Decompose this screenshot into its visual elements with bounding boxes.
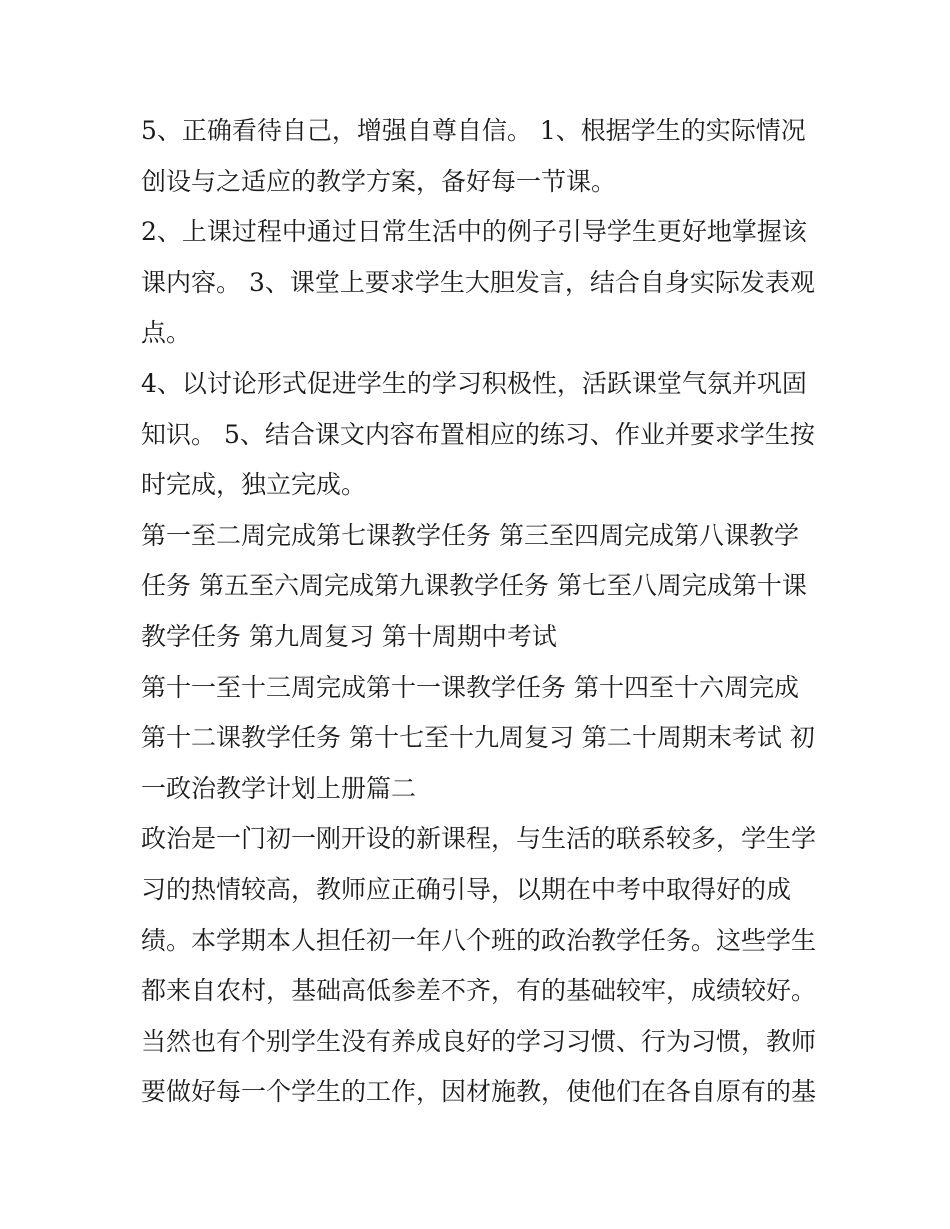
text-line: 创设与之适应的教学方案，备好每一节课。	[141, 166, 617, 196]
text-line: 点。	[141, 318, 192, 348]
text-line: 知识。 5、结合课文内容布置相应的练习、作业并要求学生按	[141, 419, 815, 449]
text-line: 第十二课教学任务 第十七至十九周复习 第二十周期末考试 初	[141, 723, 815, 753]
body-text	[141, 106, 821, 1118]
text-line: 绩。本学期本人担任初一年八个班的政治教学任务。这些学生	[141, 925, 817, 955]
text-line: 当然也有个别学生没有养成良好的学习习惯、行为习惯，教师	[141, 1026, 817, 1056]
text-line: 4、以讨论形式促进学生的学习积极性，活跃课堂气氛并巩固	[141, 368, 807, 398]
text-line: 第十一至十三周完成第十一课教学任务 第十四至十六周完成	[141, 672, 799, 702]
text-line: 2、上课过程中通过日常生活中的例子引导学生更好地掌握该	[141, 217, 807, 247]
text-line: 要做好每一个学生的工作，因材施教，使他们在各自原有的基	[141, 1077, 817, 1107]
text-line: 一政治教学计划上册篇二	[141, 773, 417, 803]
text-line: 5、正确看待自己，增强自尊自信。 1、根据学生的实际情况	[141, 116, 806, 145]
text-line: 都来自农村，基础高低参差不齐，有的基础较牢，成绩较好。	[141, 976, 817, 1006]
text-line: 政治是一门初一刚开设的新课程，与生活的联系较多，学生学	[141, 824, 817, 854]
text-line: 时完成，独立完成。	[141, 470, 367, 500]
text-line: 第一至二周完成第七课教学任务 第三至四周完成第八课教学	[141, 520, 799, 550]
text-line: 任务 第五至六周完成第九课教学任务 第七至八周完成第十课	[141, 571, 807, 601]
text-line: 教学任务 第九周复习 第十周期中考试	[141, 621, 557, 651]
text-line: 课内容。 3、课堂上要求学生大胆发言，结合自身实际发表观	[141, 267, 815, 297]
text-line: 习的热情较高，教师应正确引导，以期在中考中取得好的成	[141, 874, 792, 904]
